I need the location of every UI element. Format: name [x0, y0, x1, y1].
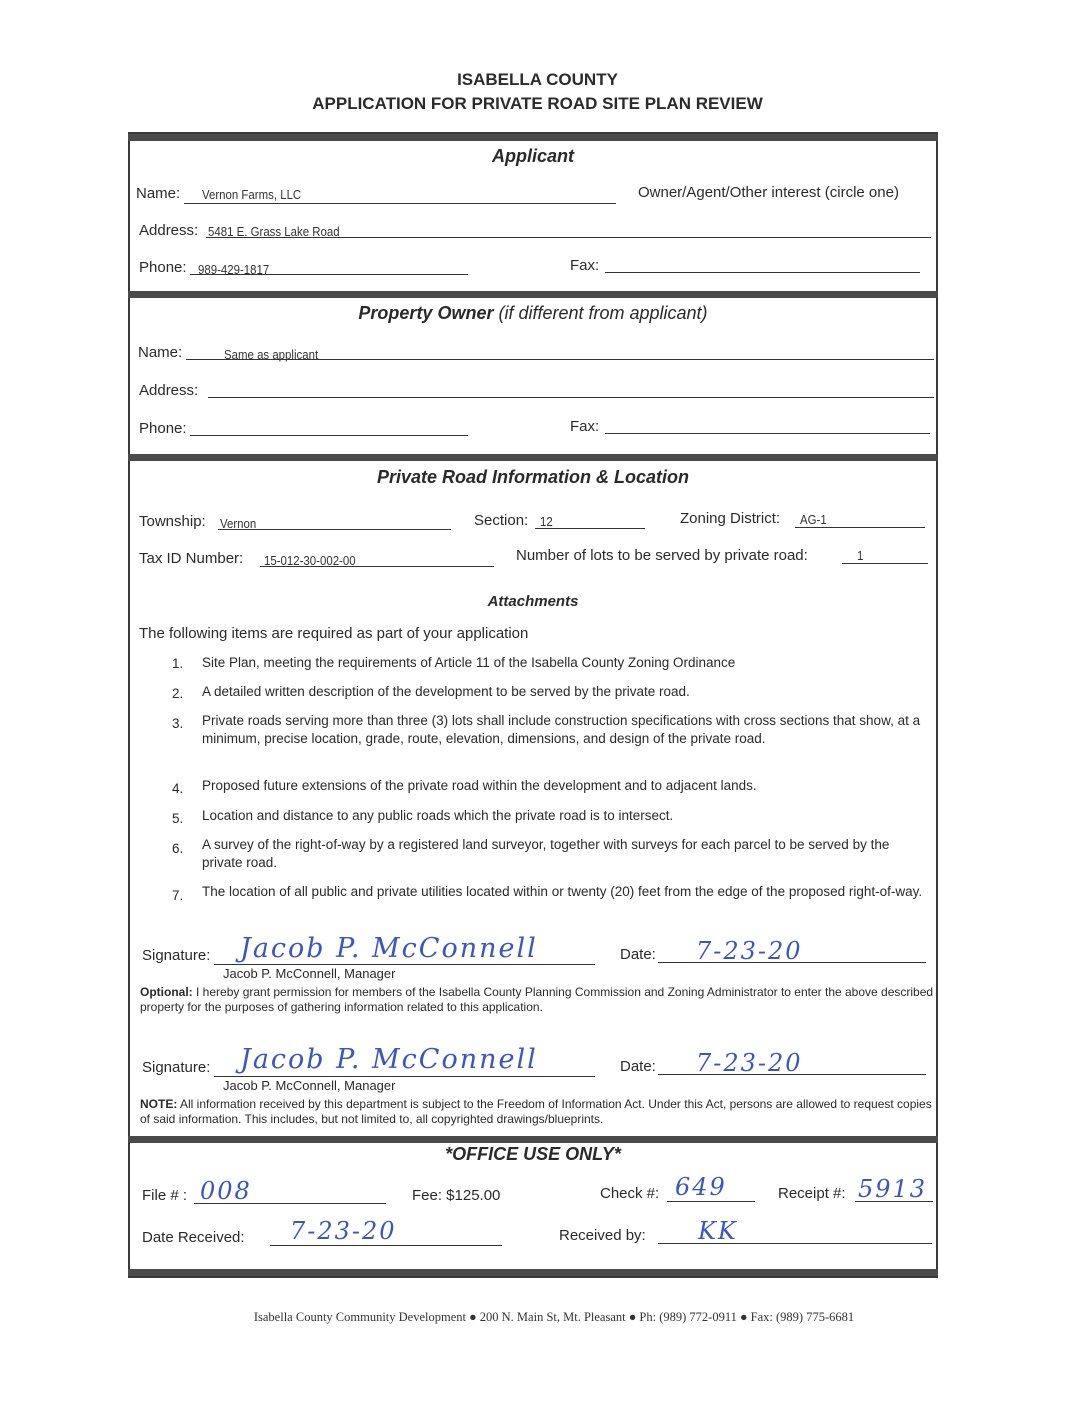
section-divider [128, 134, 938, 141]
attachment-item: The location of all public and private utilities located within or twenty (20) feet from the edge of the proposed right-of-way. [202, 884, 923, 899]
underline [270, 1245, 502, 1246]
underline [194, 1203, 386, 1204]
attachment-number: 5. [172, 811, 184, 826]
underline [260, 566, 494, 567]
owner-phone-field[interactable] [190, 435, 468, 436]
form-title-line1: ISABELLA COUNTY [457, 70, 618, 89]
form-title-line2: APPLICATION FOR PRIVATE ROAD SITE PLAN REVIEW [312, 94, 763, 113]
owner-address-field[interactable] [208, 397, 934, 398]
property-owner-header [130, 303, 936, 324]
signature1-date-value[interactable]: 7-23-20 [696, 937, 803, 965]
note-bold: NOTE: [140, 1097, 178, 1111]
section-divider [128, 291, 938, 298]
township-label: Township: [139, 513, 206, 530]
underline [535, 528, 645, 529]
applicant-address-label: Address: [139, 222, 199, 239]
taxid-label: Tax ID Number: [139, 550, 244, 567]
underline [667, 1201, 755, 1202]
foia-note [140, 1097, 940, 1127]
applicant-header: Applicant [491, 146, 574, 166]
owner-name-label: Name: [138, 344, 183, 361]
signature2-date-value[interactable]: 7-23-20 [696, 1049, 803, 1077]
signature1-handwritten[interactable]: Jacob P. McConnell [240, 933, 538, 964]
receipt-number-value[interactable]: 5913 [858, 1175, 928, 1203]
received-by-label: Received by: [559, 1227, 646, 1244]
page-footer: Isabella County Community Development ● 200 N. Main St, Mt. Pleasant ● Ph: (989) 772-0911 ● Fax: (989) 775-6681 [253, 1310, 855, 1324]
attachment-number: 1. [172, 656, 184, 671]
owner-fax-label: Fax: [570, 418, 600, 435]
office-use-section [130, 1143, 936, 1269]
date-received-value[interactable]: 7-23-20 [290, 1217, 397, 1245]
file-number-value[interactable]: 008 [200, 1177, 252, 1205]
section-divider [128, 454, 938, 461]
lots-value[interactable]: 1 [857, 548, 864, 563]
check-number-value[interactable]: 649 [675, 1173, 727, 1201]
attachments-header: Attachments [487, 593, 579, 610]
underline [214, 1076, 595, 1077]
received-by-value[interactable]: KK [698, 1217, 738, 1245]
signature2-printed-name: Jacob P. McConnell, Manager [223, 1078, 396, 1093]
underline [186, 359, 934, 360]
applicant-name-value[interactable]: Vernon Farms, LLC [202, 187, 302, 202]
owner-phone-label: Phone: [139, 420, 187, 437]
applicant-phone-value[interactable]: 989-429-1817 [198, 262, 270, 277]
underline [218, 529, 451, 530]
signature1-printed-name: Jacob P. McConnell, Manager [223, 966, 396, 981]
property-owner-header-rest: (if different from applicant) [493, 303, 708, 323]
owner-address-label: Address: [139, 382, 199, 399]
underline [190, 274, 468, 275]
underline [855, 1201, 933, 1202]
underline [658, 962, 926, 963]
fee-text: Fee: $125.00 [412, 1187, 501, 1204]
optional-text: I hereby grant permission for members of the Isabella County Planning Commission and Zoning Administrator to enter the above described property for the purposes of gathering information related to this application. [140, 985, 934, 1014]
owner-name-value[interactable]: Same as applicant [224, 347, 319, 362]
check-number-label: Check #: [600, 1185, 660, 1202]
attachment-number: 6. [172, 841, 184, 856]
applicant-phone-label: Phone: [139, 259, 187, 276]
signature1-label: Signature: [142, 947, 211, 964]
signature2-label: Signature: [142, 1059, 211, 1076]
applicant-fax-label: Fax: [570, 257, 600, 274]
applicant-section [130, 141, 936, 291]
underline [842, 563, 928, 564]
applicant-fax-field[interactable] [605, 272, 920, 273]
note-text: All information received by this department is subject to the Freedom of Information Act. Under this Act, persons are allowed to request copies of said information. This includes, but not limited to, all copyrighted drawings/blueprints. [140, 1097, 932, 1126]
optional-bold: Optional: [140, 985, 193, 999]
zoning-label: Zoning District: [680, 510, 781, 527]
section-divider [128, 1269, 938, 1276]
section-divider [128, 1136, 938, 1143]
taxid-value[interactable]: 15-012-30-002-00 [264, 553, 356, 568]
underline [184, 203, 616, 204]
attachment-item: A survey of the right-of-way by a registered land surveyor, together with surveys for each parcel to be served by the private road. [202, 837, 890, 870]
township-value[interactable]: Vernon [220, 516, 257, 531]
attachment-item: Location and distance to any public roads which the private road is to intersect. [202, 808, 674, 823]
section-label: Section: [474, 512, 529, 529]
underline [795, 527, 925, 528]
receipt-number-label: Receipt #: [778, 1185, 846, 1202]
attachment-item: Site Plan, meeting the requirements of Article 11 of the Isabella County Zoning Ordinance [202, 655, 736, 670]
property-owner-section [130, 298, 936, 454]
office-use-header: *OFFICE USE ONLY* [445, 1144, 621, 1164]
optional-permission-text [140, 985, 940, 1015]
attachment-item: Proposed future extensions of the private road within the development and to adjacent lands. [202, 778, 757, 793]
applicant-interest-label[interactable]: Owner/Agent/Other interest (circle one) [638, 184, 899, 201]
attachment-item: Private roads serving more than three (3) lots shall include construction specifications with cross sections that show, at a minimum, precise location, grade, route, elevation, dimensions, and design of the private road. [202, 713, 921, 746]
private-road-header: Private Road Information & Location [376, 467, 690, 487]
attachment-number: 7. [172, 888, 184, 903]
attachment-item: A detailed written description of the development to be served by the private road. [202, 684, 690, 699]
applicant-address-value[interactable]: 5481 E. Grass Lake Road [208, 224, 340, 239]
date-received-label: Date Received: [142, 1229, 245, 1246]
lots-label: Number of lots to be served by private road: [516, 547, 808, 564]
underline [206, 237, 931, 238]
owner-fax-field[interactable] [605, 433, 930, 434]
private-road-section [130, 461, 936, 1136]
property-owner-header-bold: Property Owner [358, 303, 494, 323]
attachment-number: 4. [172, 781, 184, 796]
attachment-number: 2. [172, 686, 184, 701]
attachments-intro: The following items are required as part of your application [139, 625, 529, 642]
underline [658, 1074, 926, 1075]
underline [214, 964, 595, 965]
applicant-name-label: Name: [136, 185, 181, 202]
signature1-date-label: Date: [620, 946, 656, 963]
zoning-value[interactable]: AG-1 [800, 512, 827, 527]
file-number-label: File # : [142, 1187, 188, 1204]
attachment-number: 3. [172, 716, 184, 731]
section-value[interactable]: 12 [540, 514, 553, 529]
signature2-handwritten[interactable]: Jacob P. McConnell [240, 1044, 538, 1075]
underline [658, 1243, 932, 1244]
signature2-date-label: Date: [620, 1058, 656, 1075]
